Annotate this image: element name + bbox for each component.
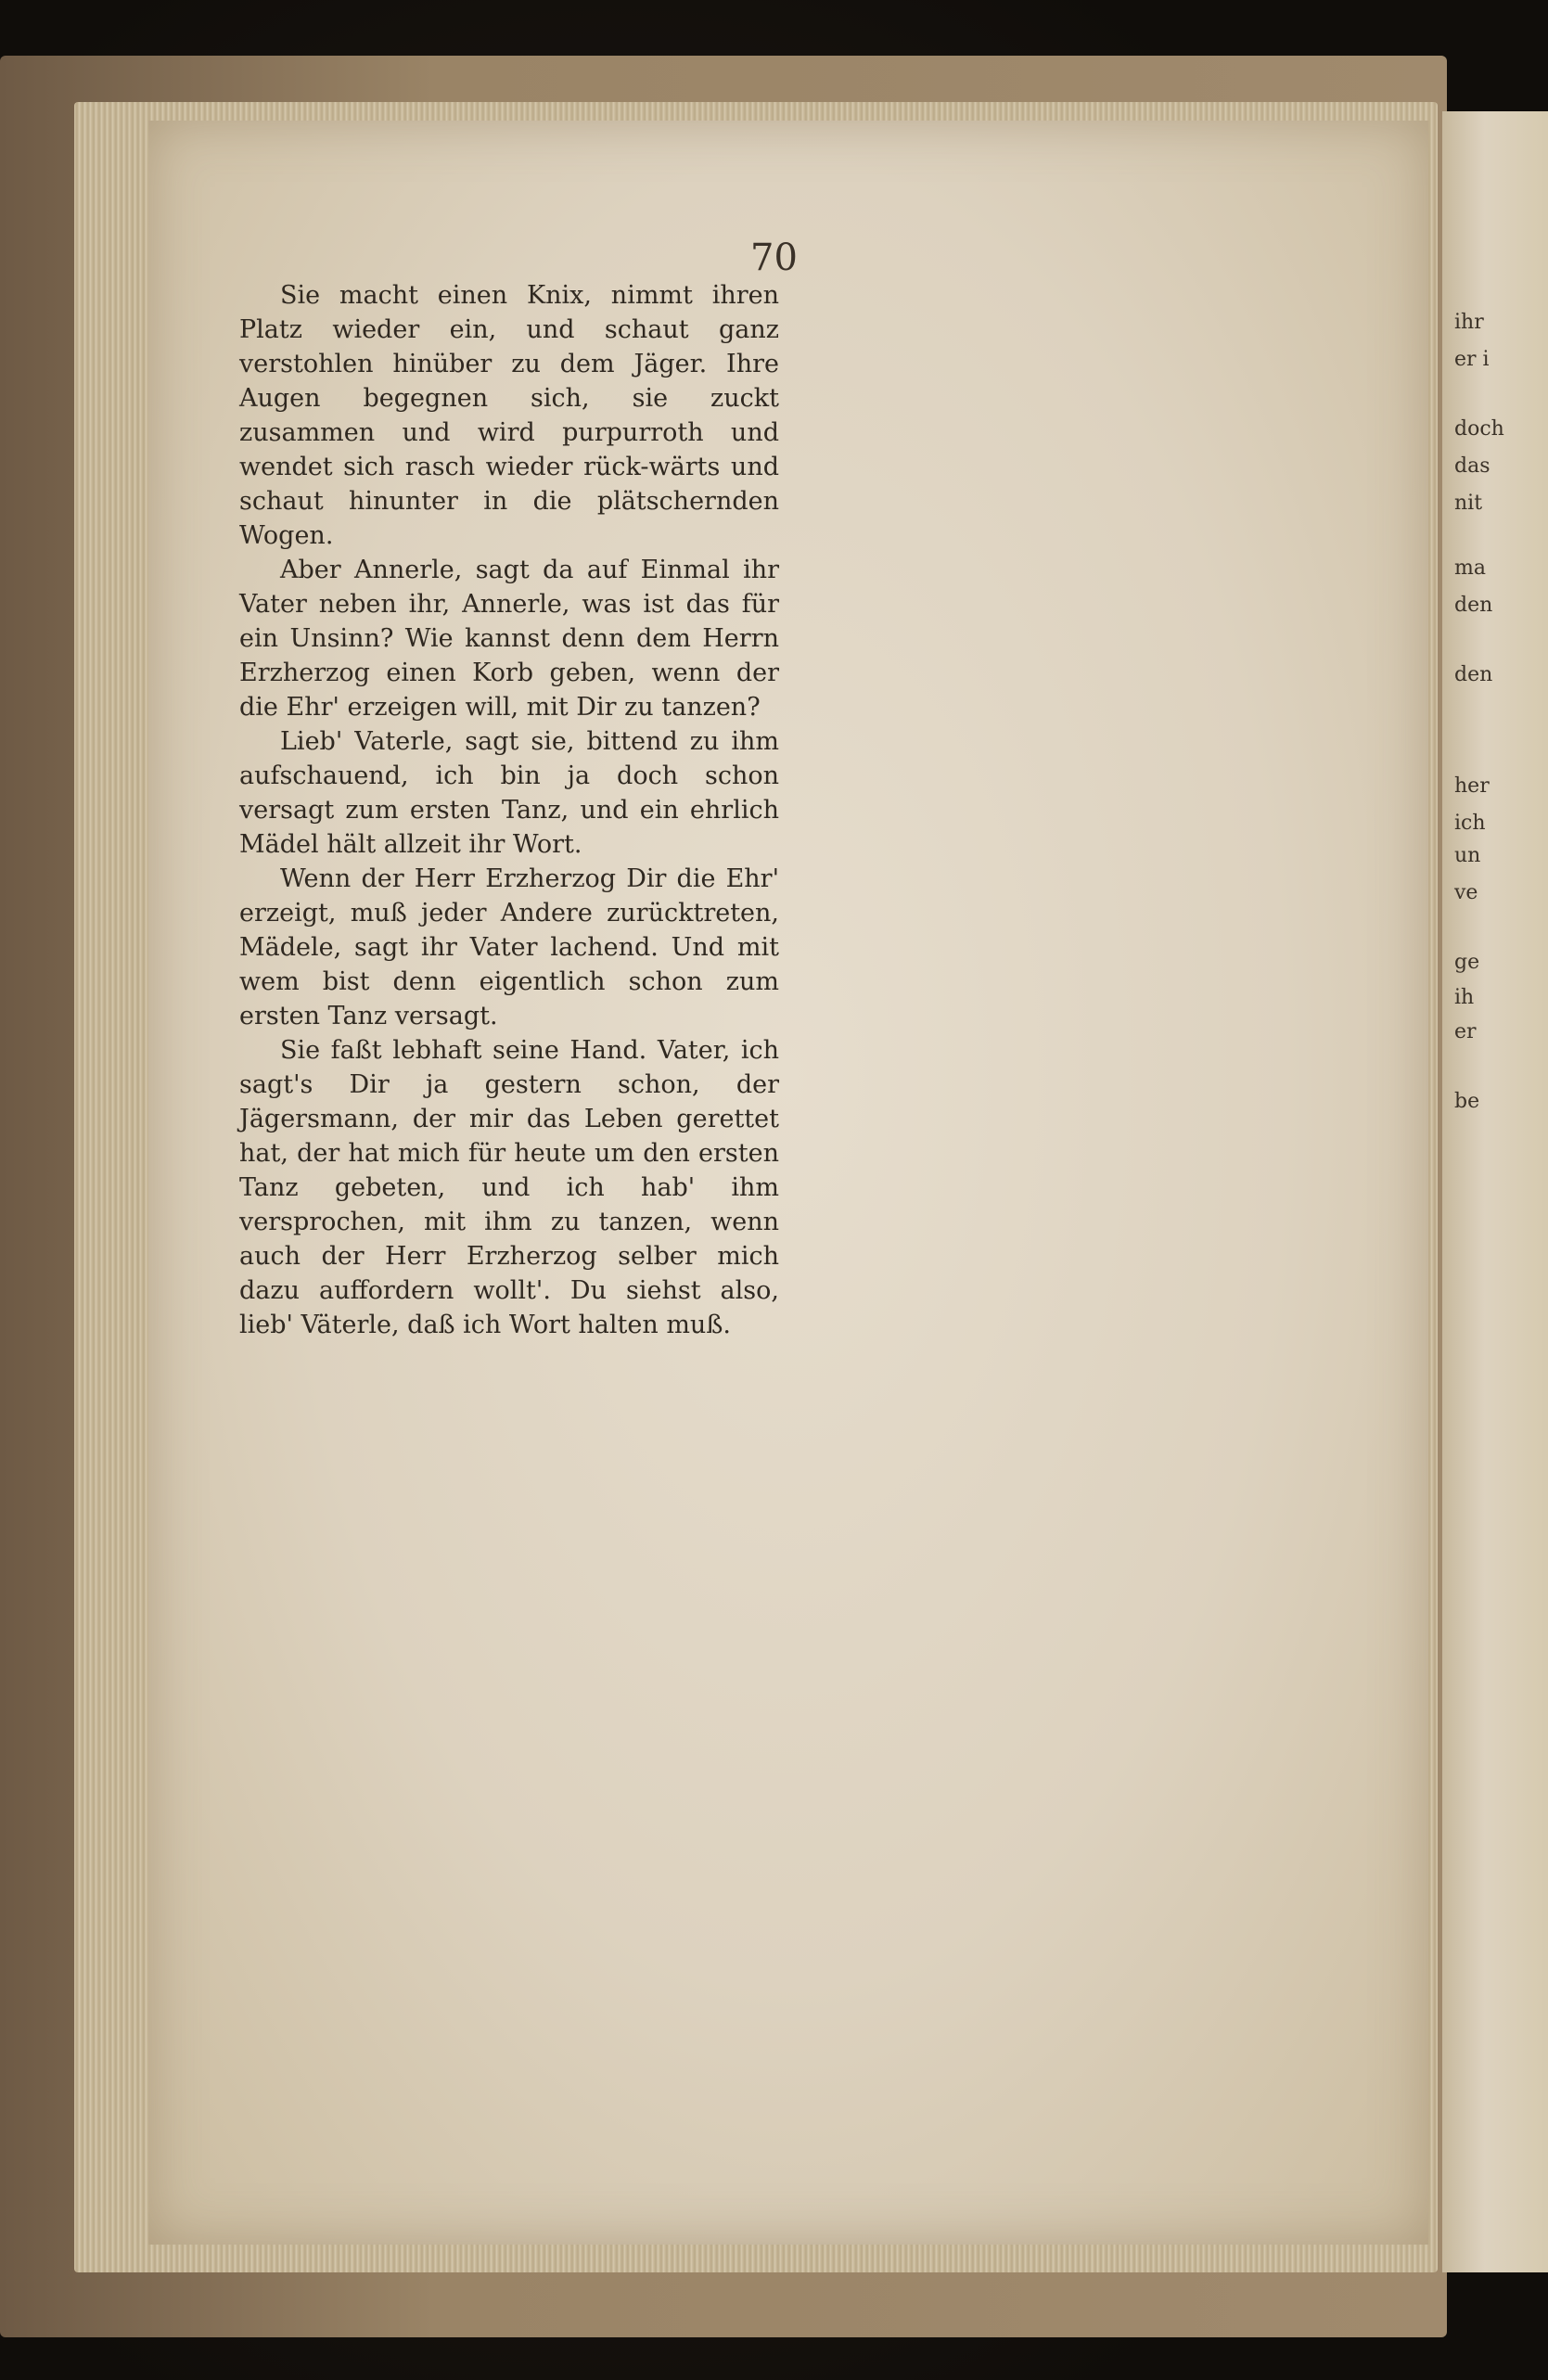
next-page-fragment: ge: [1454, 951, 1480, 974]
next-page-fragment: doch: [1454, 417, 1504, 441]
next-page-fragment: das: [1454, 454, 1490, 478]
next-page-fragment: ih: [1454, 986, 1475, 1009]
next-page-fragment: er: [1454, 1020, 1477, 1043]
next-page-fragment: ihr: [1454, 311, 1484, 334]
next-page-fragment: un: [1454, 844, 1481, 867]
next-page-fragment: den: [1454, 594, 1493, 617]
next-page-fragment: er i: [1454, 348, 1490, 371]
next-page-fragment: be: [1454, 1090, 1480, 1113]
paragraph: Lieb' Vaterle, sagt sie, bittend zu ihm aufschauend, ich bin ja doch schon versagt zum ersten Tanz, und ein ehrlich Mädel hält allzeit ihr Wort.: [239, 727, 779, 859]
page-body: [239, 278, 779, 1342]
next-page-fragment: ma: [1454, 557, 1486, 580]
paragraph: Wenn der Herr Erzherzog Dir die Ehr' erzeigt, muß jeder Andere zurücktreten, Mädele, sagt ihr Vater lachend. Und mit wem bist denn eigentlich schon zum ersten Tanz versagt.: [239, 864, 779, 1030]
next-page-fragment: den: [1454, 663, 1493, 686]
paragraph: Sie macht einen Knix, nimmt ihren Platz wieder ein, und schaut ganz verstohlen hinüber zu dem Jäger. Ihre Augen begegnen sich, sie zuckt zusammen und wird purpurroth und wendet sich rasch wieder rück-wärts und schaut hinunter in die plätschernden Wogen.: [239, 281, 779, 550]
paragraph: Sie faßt lebhaft seine Hand. Vater, ich sagt's Dir ja gestern schon, der Jägersmann, der mir das Leben gerettet hat, der hat mich für heute um den ersten Tanz gebeten, und ich hab' ihm versprochen, mit ihm zu tanzen, wenn auch der Herr Erzherzog selber mich dazu auffordern wollt'. Du siehst also, lieb' Väterle, daß ich Wort halten muß.: [239, 1036, 779, 1339]
page-number: 70: [750, 237, 798, 279]
next-page-fragment: ich: [1454, 812, 1486, 835]
paragraph: Aber Annerle, sagt da auf Einmal ihr Vater neben ihr, Annerle, was ist das für ein Unsinn? Wie kannst denn dem Herrn Erzherzog einen Korb geben, wenn der die Ehr' erzeigen will, mit Dir zu tanzen?: [239, 556, 779, 722]
next-page-fragment: ve: [1454, 881, 1478, 904]
next-page-fragment: her: [1454, 774, 1490, 798]
next-page-fragment: nit: [1454, 492, 1483, 515]
